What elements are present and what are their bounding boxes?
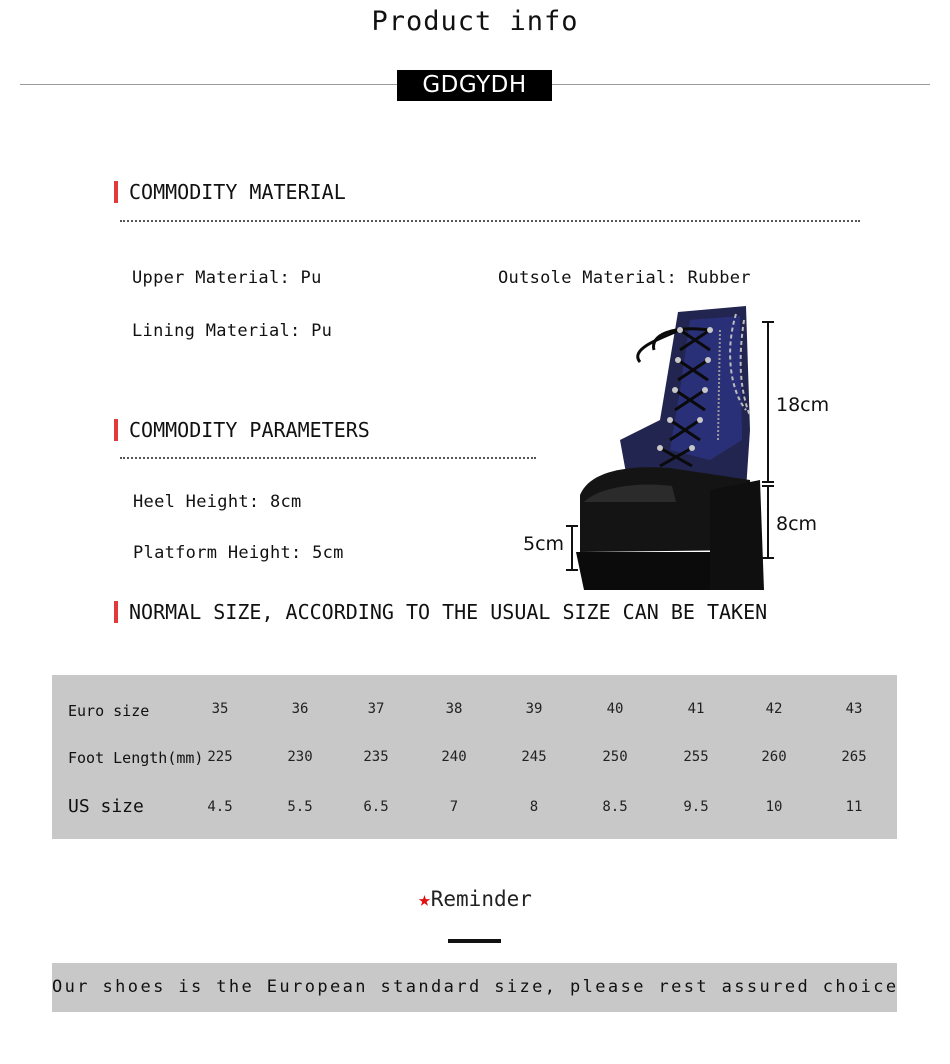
table-cell: 7 (449, 799, 459, 815)
table-cell: 36 (291, 701, 309, 717)
upper-material: Upper Material: Pu (132, 268, 322, 288)
table-cell: 4.5 (207, 799, 233, 815)
size-table (52, 675, 897, 839)
boot-illustration (560, 290, 850, 600)
lining-material: Lining Material: Pu (132, 321, 333, 341)
platform-height: Platform Height: 5cm (133, 543, 344, 563)
heading-accent-bar (114, 601, 118, 623)
table-cell: 40 (606, 701, 624, 717)
size-note (114, 600, 767, 624)
table-cell: 255 (683, 749, 709, 765)
page-title: Product info (371, 6, 579, 37)
table-cell: 265 (841, 749, 867, 765)
star-icon: ★ (418, 887, 431, 911)
reminder-box (52, 963, 897, 1012)
outsole-material: Outsole Material: Rubber (498, 268, 751, 288)
table-cell: 240 (441, 749, 467, 765)
row-label-euro-size: Euro size (68, 702, 150, 720)
table-cell: 35 (211, 701, 229, 717)
parameters-heading-text: COMMODITY PARAMETERS (129, 418, 370, 442)
reminder-title-text: Reminder (430, 887, 532, 911)
heading-accent-bar (114, 419, 118, 441)
parameters-dotted-divider (120, 457, 536, 459)
table-cell: 230 (287, 749, 313, 765)
table-cell: 41 (687, 701, 705, 717)
reminder-title (0, 887, 950, 911)
platform-height-label: 5cm (523, 533, 565, 555)
row-label-foot-length: Foot Length(mm) (68, 749, 204, 767)
heading-accent-bar (114, 181, 118, 203)
heel-height-label: 8cm (776, 513, 818, 535)
brand-label: GDGYDH (397, 70, 552, 101)
table-cell: 42 (765, 701, 783, 717)
reminder-underline (448, 939, 501, 943)
boot-block-heel (710, 480, 764, 590)
material-heading (114, 180, 346, 204)
table-cell: 37 (367, 701, 385, 717)
table-cell: 225 (207, 749, 233, 765)
table-cell: 6.5 (363, 799, 389, 815)
heel-height: Heel Height: 8cm (133, 492, 302, 512)
table-cell: 43 (845, 701, 863, 717)
table-cell: 11 (845, 799, 863, 815)
table-cell: 10 (765, 799, 783, 815)
table-cell: 9.5 (683, 799, 709, 815)
size-note-text: NORMAL SIZE, ACCORDING TO THE USUAL SIZE CAN BE TAKEN (129, 600, 768, 624)
table-cell: 8 (529, 799, 539, 815)
table-cell: 38 (445, 701, 463, 717)
reminder-text: Our shoes is the European standard size, please rest assured choice (52, 977, 899, 997)
material-dotted-divider (120, 220, 860, 222)
material-heading-text: COMMODITY MATERIAL (129, 180, 346, 204)
table-cell: 245 (521, 749, 547, 765)
shaft-height-label: 18cm (776, 394, 830, 416)
table-cell: 250 (602, 749, 628, 765)
table-cell: 260 (761, 749, 787, 765)
table-cell: 235 (363, 749, 389, 765)
table-cell: 39 (525, 701, 543, 717)
table-cell: 5.5 (287, 799, 313, 815)
table-cell: 8.5 (602, 799, 628, 815)
parameters-heading (114, 418, 370, 442)
row-label-us-size: US size (68, 796, 144, 817)
